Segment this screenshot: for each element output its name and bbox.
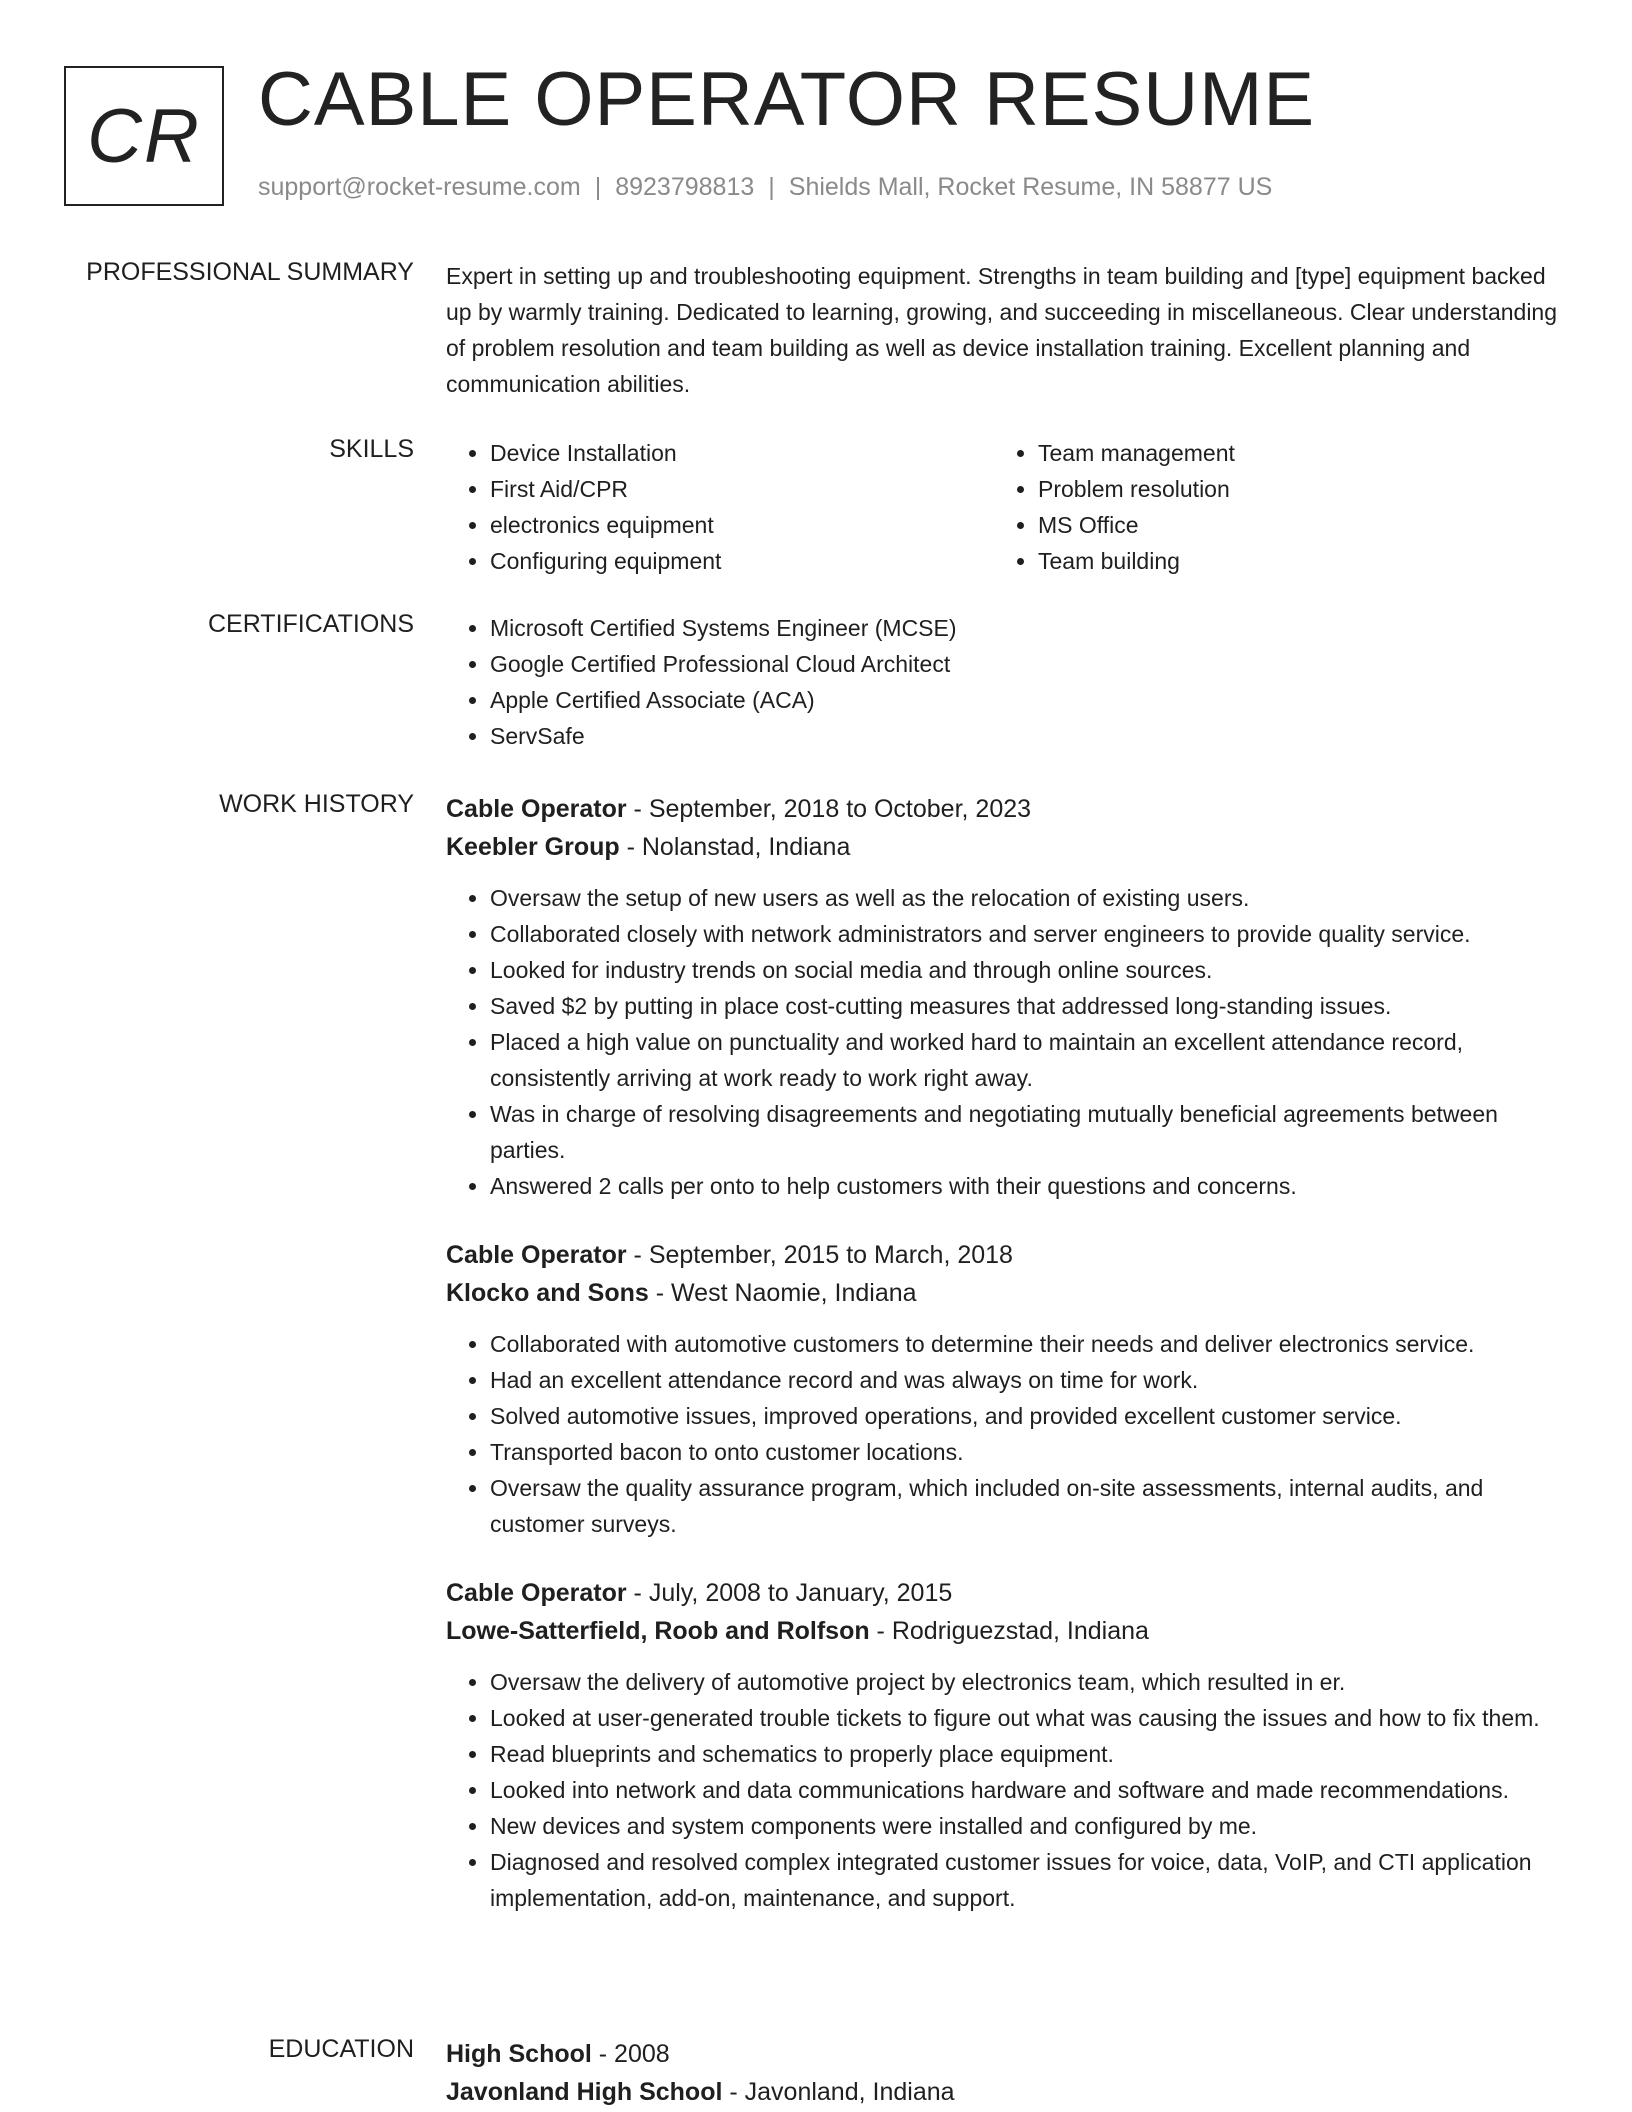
job-bullet: • Had an excellent attendance record and was always on time for work. [490,1362,1566,1398]
job-bullet: • Solved automotive issues, improved operations, and provided excellent customer service. [490,1398,1566,1434]
summary-text: Expert in setting up and troubleshooting equipment. Strengths in team building and [type] equipment backed up by warmly training. Dedicated to learning, growing, and succeeding in miscellaneous. Clear understanding of problem resolution and team building as well as device installation training. Excellent planning and communication abilities. [446,263,1558,397]
job-company-line [446,828,1566,866]
education-school-line [446,2073,1566,2111]
resume-title: CABLE OPERATOR RESUME [258,57,1316,142]
job-company-line [446,1612,1566,1650]
certification-item: • Apple Certified Associate (ACA) [490,682,1566,718]
job-title-line [446,1574,1566,1612]
section-label-work-history: WORK HISTORY [219,790,414,818]
job-company-line [446,1274,1566,1312]
job-location: - Nolanstad, Indiana [619,833,851,861]
certification-item: • Google Certified Professional Cloud Architect [490,646,1566,682]
job-bullet: • Looked for industry trends on social media and through online sources. [490,952,1566,988]
work-history-content [446,790,1566,1948]
job-bullet: • Read blueprints and schematics to properly place equipment. [490,1736,1566,1772]
job-bullet: • Oversaw the delivery of automotive project by electronics team, which resulted in er. [490,1664,1566,1700]
certifications-list [446,610,1566,754]
skill-item: • Problem resolution [1038,471,1542,507]
job-company: Klocko and Sons [446,1279,649,1307]
section-label-certifications: CERTIFICATIONS [207,610,414,638]
job-bullet: • Collaborated closely with network administrators and server engineers to provide quality service. [490,916,1566,952]
skills-grid [446,435,1566,579]
job-bullet: • Oversaw the quality assurance program, which included on-site assessments, internal audits, and customer surveys. [490,1470,1566,1542]
contact-phone[interactable]: 8923798813 [615,173,755,201]
education-degree-line [446,2035,1566,2073]
skill-item: • Configuring equipment [490,543,994,579]
skill-item: • electronics equipment [490,507,994,543]
skill-item: • MS Office [1038,507,1542,543]
contact-line [258,173,1272,202]
section-label-summary: PROFESSIONAL SUMMARY [86,258,414,286]
certification-item: • ServSafe [490,718,1566,754]
job-bullet: • Looked at user-generated trouble tickets to figure out what was causing the issues and how to fix them. [490,1700,1566,1736]
job-dates: - September, 2018 to October, 2023 [626,795,1032,823]
job-bullet: • Collaborated with automotive customers to determine their needs and deliver electronics service. [490,1326,1566,1362]
job-location: - West Naomie, Indiana [648,1279,917,1307]
job-bullets [446,1664,1566,1916]
education-year: - 2008 [591,2040,670,2068]
job-title-line [446,1236,1566,1274]
job-bullet: • Diagnosed and resolved complex integrated customer issues for voice, data, VoIP, and CTI application implementation, add-on, maintenance, and support. [490,1844,1566,1916]
section-label-education: EDUCATION [268,2035,414,2063]
contact-separator: | [594,173,602,201]
job-bullet: • Was in charge of resolving disagreements and negotiating mutually beneficial agreements between parties. [490,1096,1566,1168]
job-bullet: • Placed a high value on punctuality and worked hard to maintain an excellent attendance record, consistently arriving at work ready to work right away. [490,1024,1566,1096]
job-entry [446,790,1566,1204]
section-label-skills: SKILLS [329,435,414,463]
job-bullet: • Oversaw the setup of new users as well as the relocation of existing users. [490,880,1566,916]
job-entry [446,1574,1566,1916]
summary-content [446,258,1566,402]
job-bullets [446,1326,1566,1542]
skill-item: • Team management [1038,435,1542,471]
skill-item: • Device Installation [490,435,994,471]
skill-item: • Team building [1038,543,1542,579]
monogram-logo: CR [64,66,224,206]
job-bullets [446,880,1566,1204]
job-bullet: • Transported bacon to onto customer locations. [490,1434,1566,1470]
job-entry [446,1236,1566,1542]
education-location: - Javonland, Indiana [722,2078,955,2106]
certification-item: • Microsoft Certified Systems Engineer (MCSE) [490,610,1566,646]
job-bullet: • Saved $2 by putting in place cost-cutting measures that addressed long-standing issues. [490,988,1566,1024]
skill-item: • First Aid/CPR [490,471,994,507]
job-company: Lowe-Satterfield, Roob and Rolfson [446,1617,870,1645]
job-bullet: • New devices and system components were installed and configured by me. [490,1808,1566,1844]
education-school: Javonland High School [446,2078,723,2106]
job-location: - Rodriguezstad, Indiana [869,1617,1149,1645]
job-bullet: • Looked into network and data communications hardware and software and made recommendations. [490,1772,1566,1808]
job-title: Cable Operator [446,1579,627,1607]
contact-email[interactable]: support@rocket-resume.com [258,173,581,201]
skills-list-left [446,435,994,579]
education-content [446,2035,1566,2111]
job-dates: - July, 2008 to January, 2015 [626,1579,953,1607]
contact-address: Shields Mall, Rocket Resume, IN 58877 US [788,173,1273,201]
skills-list-right [994,435,1542,579]
job-title-line [446,790,1566,828]
certifications-content [446,610,1566,754]
job-title: Cable Operator [446,795,627,823]
job-title: Cable Operator [446,1241,627,1269]
contact-separator: | [768,173,775,201]
education-degree: High School [446,2040,592,2068]
job-dates: - September, 2015 to March, 2018 [626,1241,1013,1269]
job-company: Keebler Group [446,833,620,861]
job-bullet: • Answered 2 calls per onto to help customers with their questions and concerns. [490,1168,1566,1204]
